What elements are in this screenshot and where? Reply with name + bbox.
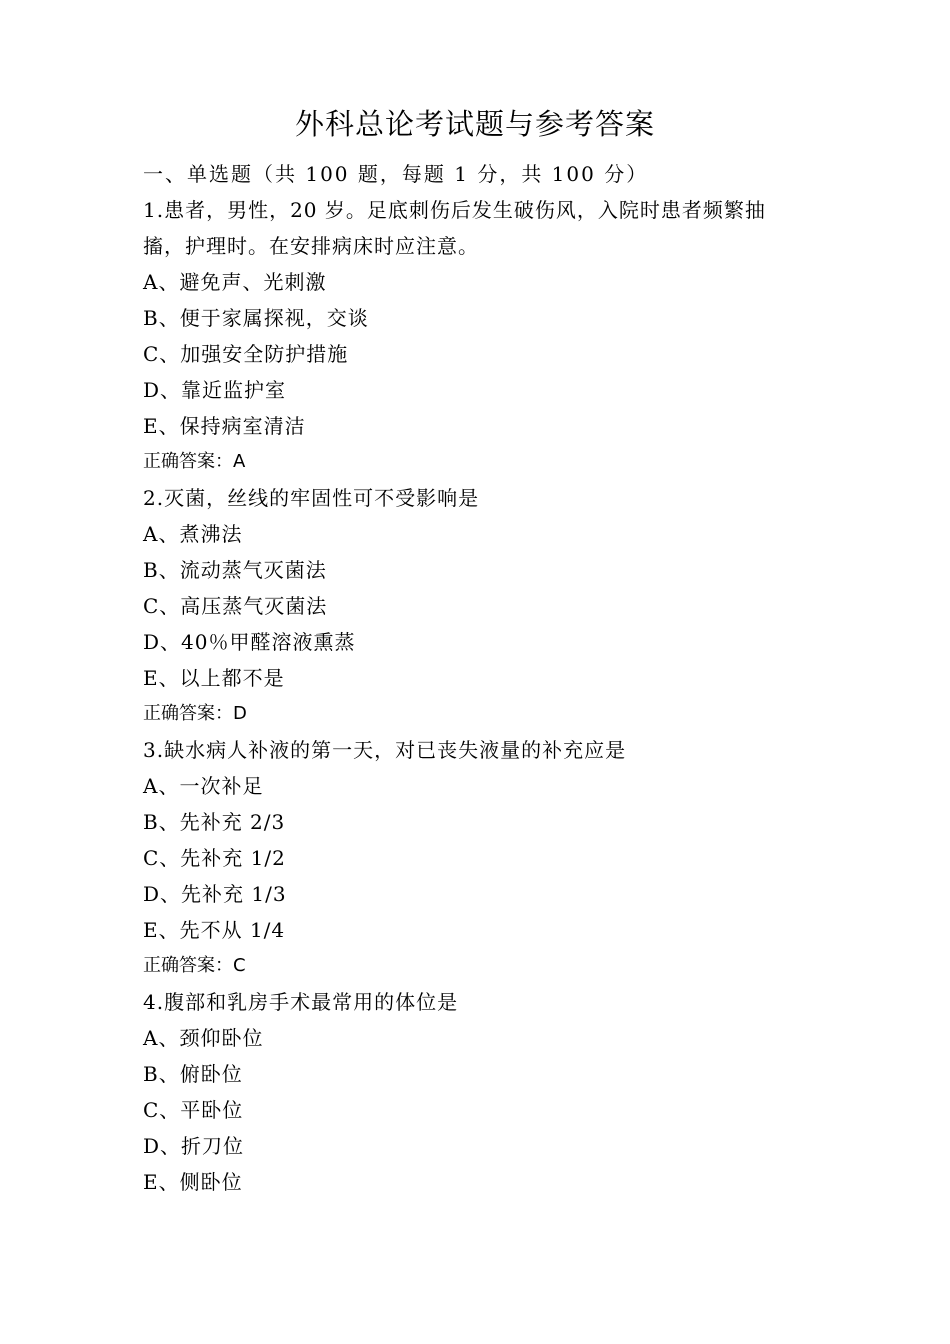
question-1: [143, 192, 813, 480]
document-title: 外科总论考试题与参考答案: [294, 107, 655, 141]
question-stem-line: 4.腹部和乳房手术最常用的体位是: [143, 990, 459, 1014]
question-stem-line: 3.缺水病人补液的第一天，对已丧失液量的补充应是: [143, 738, 627, 762]
correct-answer: [143, 696, 813, 732]
option-b: B、便于家属探视，交谈: [143, 306, 369, 330]
option-e: E、保持病室清洁: [143, 414, 306, 438]
option-e: E、侧卧位: [143, 1170, 243, 1194]
answer-label: 正确答案：: [143, 451, 233, 472]
question-2: [143, 480, 813, 732]
correct-answer: [143, 948, 813, 984]
option-e: E、先不从 1/4: [143, 918, 286, 942]
option-a: A、一次补足: [143, 774, 264, 798]
option-c: C、加强安全防护措施: [143, 342, 349, 366]
section-heading: 一、单选题（共 100 题，每题 1 分，共 100 分）: [143, 162, 649, 186]
correct-answer: [143, 444, 813, 480]
option-d: D、折刀位: [143, 1134, 245, 1158]
option-a: A、避免声、光刺激: [143, 270, 327, 294]
question-stem-line: 搐，护理时。在安排病床时应注意。: [143, 234, 479, 258]
option-e: E、以上都不是: [143, 666, 285, 690]
answer-label: 正确答案：: [143, 955, 233, 976]
option-d: D、靠近监护室: [143, 378, 287, 402]
answer-value: D: [233, 703, 247, 724]
option-a: A、煮沸法: [143, 522, 243, 546]
question-4: [143, 984, 813, 1200]
question-stem-line: 1.患者，男性，20 岁。足底刺伤后发生破伤风，入院时患者频繁抽: [143, 198, 766, 222]
option-c: C、平卧位: [143, 1098, 244, 1122]
option-b: B、俯卧位: [143, 1062, 243, 1086]
option-c: C、高压蒸气灭菌法: [143, 594, 328, 618]
option-c: C、先补充 1/2: [143, 846, 286, 870]
option-d: D、40％甲醛溶液熏蒸: [143, 630, 356, 654]
option-d: D、先补充 1/3: [143, 882, 287, 906]
answer-value: C: [233, 955, 246, 976]
question-3: [143, 732, 813, 984]
document-body: [143, 156, 813, 1200]
option-b: B、流动蒸气灭菌法: [143, 558, 327, 582]
answer-label: 正确答案：: [143, 703, 233, 724]
option-b: B、先补充 2/3: [143, 810, 286, 834]
question-stem-line: 2.灭菌，丝线的牢固性可不受影响是: [143, 486, 480, 510]
option-a: A、颈仰卧位: [143, 1026, 264, 1050]
answer-value: A: [233, 451, 246, 472]
